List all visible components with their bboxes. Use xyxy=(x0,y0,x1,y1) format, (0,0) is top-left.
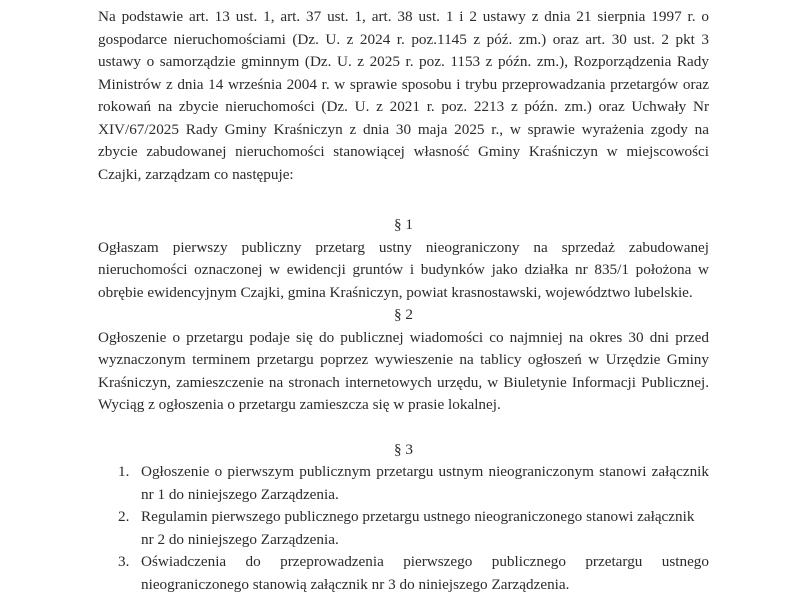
section-3-list xyxy=(118,461,709,596)
list-item xyxy=(118,461,709,506)
list-item-number: 2. xyxy=(118,508,130,525)
section-1-text: Ogłaszam pierwszy publiczny przetarg ustny nieograniczony na sprzedaż zabudowanej nieruchomości oznaczonej w ewidencji gruntów i budynków jako działka nr 835/1 położona w obrębie ewidencyjnym Czajki, gmina Kraśniczyn, powiat krasnostawski, województwo lubelskie. xyxy=(98,238,709,301)
section-3-heading: § 3 xyxy=(394,440,413,458)
list-item-number: 3. xyxy=(118,553,130,570)
list-item-number: 1. xyxy=(118,463,130,480)
list-item-text: Ogłoszenie o pierwszym publicznym przetargu ustnym nieograniczonym stanowi załącznik nr 1 do niniejszego Zarządzenia. xyxy=(141,463,709,503)
document-page xyxy=(98,6,709,596)
list-item-text: Regulamin pierwszego publicznego przetargu ustnego nieograniczonego stanowi załącznik nr 2 do niniejszego Zarządzenia. xyxy=(141,508,695,548)
section-2-heading: § 2 xyxy=(394,306,413,323)
list-item xyxy=(118,506,709,551)
preamble-paragraph: Na podstawie art. 13 ust. 1, art. 37 ust. 1, art. 38 ust. 1 i 2 ustawy z dnia 21 sierpnia 1997 r. o gospodarce nieruchomościami (Dz. U. z 2024 r. poz.1145 z póź. zm.) oraz art. 30 ust. 2 pkt 3 ustawy o samorządzie gminnym (Dz. U. z 2025 r. poz. 1153 z późn. zm.), Rozporządzenia Rady Ministrów z dnia 14 września 2004 r. w sprawie sposobu i trybu przeprowadzania przetargów oraz rokowań na zbycie nieruchomości (Dz. U. z 2021 r. poz. 2213 z późn. zm.) oraz Uchwały Nr XIV/67/2025 Rady Gminy Kraśniczyn z dnia 30 maja 2025 r., w sprawie wyrażenia zgody na zbycie zabudowanej nieruchomości stanowiącej własność Gminy Kraśniczyn w miejscowości Czajki, zarządzam co następuje: xyxy=(98,8,709,183)
list-item-text: Oświadczenia do przeprowadzenia pierwszego publicznego przetargu ustnego nieograniczonego stanowią załącznik nr 3 do niniejszego Zarządzenia. xyxy=(141,553,709,593)
section-1-heading: § 1 xyxy=(394,216,413,233)
section-2-text: Ogłoszenie o przetargu podaje się do publicznej wiadomości co najmniej na okres 30 dni przed wyznaczonym terminem przetargu poprzez wywieszenie na tablicy ogłoszeń w Urzędzie Gminy Kraśniczyn, zamieszczenie na stronach internetowych urzędu, w Biuletynie Informacji Publicznej. Wyciąg z ogłoszenia o przetargu zamieszcza się w prasie lokalnej. xyxy=(98,328,709,413)
list-item xyxy=(118,551,709,596)
